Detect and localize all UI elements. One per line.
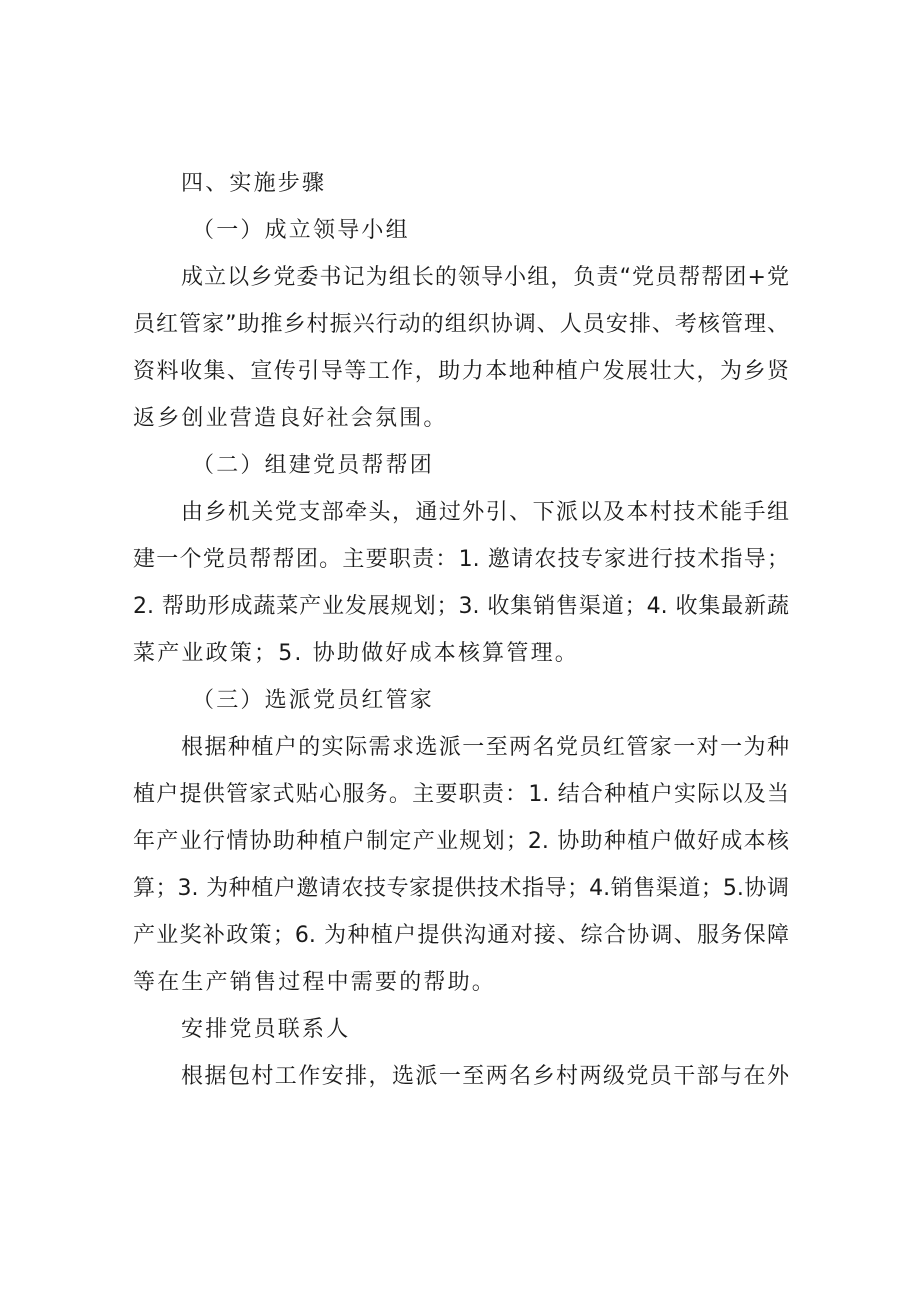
subsection-heading-1: （一）成立领导小组: [192, 218, 410, 243]
paragraph-line: 成立以乡党委书记为组长的领导小组，负责“党员帮帮团+党: [181, 265, 789, 290]
paragraph-line: 2. 帮助形成蔬菜产业发展规划；3. 收集销售渠道；4. 收集最新蔬: [133, 594, 789, 619]
paragraph-line: 产业奖补政策；6. 为种植户提供沟通对接、综合协调、服务保障: [133, 923, 789, 948]
paragraph-line: 年产业行情协助种植户制定产业规划；2. 协助种植户做好成本核: [133, 829, 789, 854]
paragraph-line: 返乡创业营造良好社会氛围。: [133, 406, 448, 431]
paragraph-line: 由乡机关党支部牵头，通过外引、下派以及本村技术能手组: [181, 500, 789, 525]
paragraph-line: 算；3. 为种植户邀请农技专家提供技术指导；4.销售渠道；5.协调: [133, 876, 789, 901]
paragraph-line: 员红管家”助推乡村振兴行动的组织协调、人员安排、考核管理、: [133, 312, 789, 337]
paragraph-line: 菜产业政策；5. 协助做好成本核算管理。: [133, 641, 579, 666]
paragraph-line: 建一个党员帮帮团。主要职责：1. 邀请农技专家进行技术指导；: [133, 547, 789, 572]
paragraph-line: 等在生产销售过程中需要的帮助。: [133, 970, 497, 995]
paragraph-line: 资料收集、宣传引导等工作，助力本地种植户发展壮大，为乡贤: [133, 359, 789, 384]
subsection-heading-4: 安排党员联系人: [181, 1017, 351, 1042]
paragraph-line: 根据包村工作安排，选派一至两名乡村两级党员干部与在外: [181, 1064, 789, 1089]
subsection-heading-2: （二）组建党员帮帮团: [192, 453, 435, 478]
paragraph-line: 根据种植户的实际需求选派一至两名党员红管家一对一为种: [181, 735, 789, 760]
section-heading: 四、实施步骤: [181, 171, 327, 196]
paragraph-line: 植户提供管家式贴心服务。主要职责：1. 结合种植户实际以及当: [133, 782, 789, 807]
subsection-heading-3: （三）选派党员红管家: [192, 688, 435, 713]
